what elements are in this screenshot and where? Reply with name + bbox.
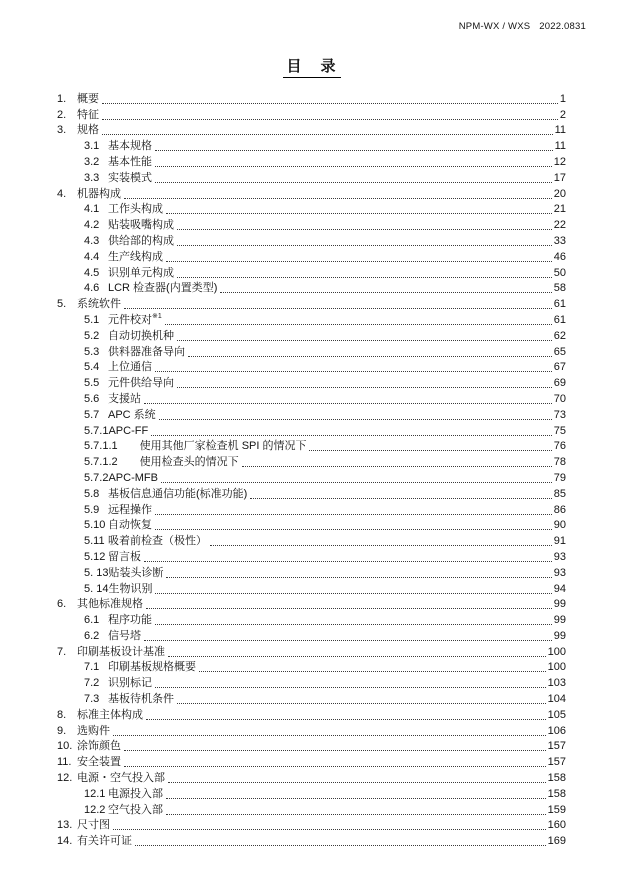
toc-entry[interactable]: [57, 311, 566, 327]
toc-entry[interactable]: [57, 137, 566, 153]
toc-entry-label: [108, 235, 174, 248]
toc-entry-label: [77, 819, 110, 832]
toc-entry-label-text: 生产线构成: [108, 250, 163, 263]
toc-entry-label-text: 规格: [77, 124, 99, 137]
dot-leader: [177, 703, 546, 704]
toc-entry-label-text: 供料器准备导向: [108, 345, 185, 358]
dot-leader: [168, 782, 546, 783]
dot-leader: [135, 845, 546, 846]
toc-entry-page: 94: [553, 582, 566, 595]
toc-entry[interactable]: [57, 722, 566, 738]
dot-leader: [113, 735, 546, 736]
toc-entry-page: 62: [553, 329, 566, 342]
toc-entry-label-text: 印刷基板设计基准: [77, 645, 165, 658]
toc-entry-label: [108, 519, 152, 532]
toc-entry[interactable]: [57, 280, 566, 296]
toc-entry-label: [77, 298, 121, 311]
toc-entry-label: [108, 614, 152, 627]
toc-entry-label-text: 元件供给导向: [108, 377, 174, 390]
toc-entry-label-text: 电源・空气投入部: [77, 772, 165, 785]
toc-entry-page: 157: [547, 740, 566, 753]
dot-leader: [168, 656, 546, 657]
dot-leader: [161, 482, 552, 483]
page-header: [459, 21, 586, 32]
toc-entry-label: [108, 251, 163, 264]
toc-entry-label-text: 空气投入部: [108, 803, 163, 816]
toc-entry-number: 5.12: [84, 550, 106, 563]
toc-entry-page: 103: [547, 677, 566, 690]
toc-entry-label-text: 标准主体构成: [77, 708, 143, 721]
toc-entry-label-text: 特征: [77, 108, 99, 121]
toc-entry-label-text: 贴装吸嘴构成: [108, 219, 174, 232]
toc-entry-page: 50: [553, 266, 566, 279]
toc-entry-number: 2.: [57, 108, 67, 121]
toc-entry[interactable]: [57, 390, 566, 406]
dot-leader: [199, 671, 546, 672]
title-wrap: [0, 55, 640, 78]
toc-entry[interactable]: [57, 501, 566, 517]
toc-list: [57, 90, 566, 848]
toc-entry-label: [108, 156, 152, 169]
toc-entry-number: 12.2: [84, 803, 106, 816]
toc-entry-label: [108, 346, 185, 359]
toc-entry[interactable]: [57, 374, 566, 390]
toc-entry-page: 93: [553, 566, 566, 579]
toc-entry-number: 13.: [57, 819, 73, 832]
toc-entry-label: [108, 140, 152, 153]
dot-leader: [177, 387, 552, 388]
toc-entry-label: [108, 219, 174, 232]
toc-entry-label: [77, 835, 132, 848]
toc-entry-label-text: 使用其他厂家检查机 SPI 的情况下: [139, 440, 307, 453]
toc-entry-label: [108, 788, 163, 801]
toc-entry-number: 4.5: [84, 266, 100, 279]
toc-entry[interactable]: [57, 248, 566, 264]
toc-entry-label-text: 基板待机条件: [108, 693, 174, 706]
toc-entry[interactable]: [57, 106, 566, 122]
toc-entry-page: 73: [553, 408, 566, 421]
toc-entry-page: 99: [553, 598, 566, 611]
dot-leader: [124, 198, 552, 199]
toc-entry-label-text: 工作头构成: [108, 203, 163, 216]
toc-entry[interactable]: [57, 453, 566, 469]
toc-entry-label-text: 上位通信: [108, 361, 152, 374]
dot-leader: [155, 166, 552, 167]
dot-leader: [242, 466, 552, 467]
toc-entry-page: 100: [547, 645, 566, 658]
toc-entry[interactable]: [57, 832, 566, 848]
header-model-text: NPM-WX / WXS: [458, 21, 531, 32]
toc-entry-label: [77, 646, 165, 659]
toc-entry-label: [108, 377, 174, 390]
toc-entry[interactable]: [57, 785, 566, 801]
toc-entry-label: [77, 598, 143, 611]
toc-entry[interactable]: [57, 817, 566, 833]
toc-entry-number: 4.: [57, 187, 67, 200]
toc-entry-page: 61: [553, 313, 566, 326]
toc-entry-label-text: 基本规格: [108, 140, 152, 153]
toc-entry-number: 3.: [57, 124, 67, 137]
toc-entry-number: 5.2: [84, 329, 100, 342]
dot-leader: [166, 577, 551, 578]
toc-entry-page: 93: [553, 550, 566, 563]
footnote-marker: ※1: [152, 312, 162, 320]
dot-leader: [113, 829, 546, 830]
toc-entry-label-text: 使用检查头的情况下: [139, 456, 239, 469]
toc-entry-page: 58: [553, 282, 566, 295]
dot-leader: [146, 719, 546, 720]
dot-leader: [210, 545, 552, 546]
dot-leader: [309, 450, 551, 451]
toc-entry-label-text: 有关许可证: [77, 835, 132, 848]
dot-leader: [177, 229, 552, 230]
toc-entry[interactable]: [57, 580, 566, 596]
toc-entry-label-text: 机器构成: [77, 187, 121, 200]
toc-entry[interactable]: [57, 406, 566, 422]
toc-entry-number: 5.3: [84, 345, 100, 358]
toc-entry-label: [108, 330, 174, 343]
toc-entry-label: [108, 693, 174, 706]
dot-leader: [155, 371, 552, 372]
toc-entry[interactable]: [57, 90, 566, 106]
toc-entry-label-text: 元件校对: [108, 313, 152, 326]
dot-leader: [250, 498, 551, 499]
toc-entry[interactable]: [57, 185, 566, 201]
toc-entry[interactable]: [57, 485, 566, 501]
toc-entry-label-text: 基本性能: [108, 155, 152, 168]
toc-entry-label-text: 电源投入部: [108, 787, 163, 800]
toc-entry-page: 91: [553, 535, 566, 548]
toc-entry-number: 5.1: [84, 313, 100, 326]
toc-entry-page: 160: [547, 819, 566, 832]
toc-entry[interactable]: [57, 659, 566, 675]
toc-entry-label: [140, 440, 307, 453]
toc-entry-label: [108, 804, 163, 817]
toc-entry-number: 5.7.1.2: [84, 456, 118, 469]
toc-entry-number: 6.: [57, 598, 67, 611]
toc-entry-label: [108, 583, 152, 596]
toc-entry-number: 5.8: [84, 487, 100, 500]
toc-entry-label: [77, 725, 110, 738]
dot-leader: [124, 308, 552, 309]
toc-entry[interactable]: [57, 769, 566, 785]
toc-entry-page: 75: [553, 424, 566, 437]
toc-entry-page: 65: [553, 345, 566, 358]
toc-entry-label-text: 尺寸图: [77, 819, 110, 832]
toc-entry-number: 5.7: [84, 408, 100, 421]
dot-leader: [155, 150, 553, 151]
toc-entry-page: 20: [553, 187, 566, 200]
toc-entry-label-text: 基板信息通信功能(标准功能): [108, 487, 248, 500]
toc-entry[interactable]: [57, 295, 566, 311]
toc-entry[interactable]: [57, 359, 566, 375]
dot-leader: [177, 340, 552, 341]
toc-entry-label: [77, 124, 99, 137]
toc-entry-page: 17: [553, 171, 566, 184]
dot-leader: [155, 687, 546, 688]
toc-entry-label-text: 涂饰颜色: [77, 740, 121, 753]
toc-entry[interactable]: [57, 627, 566, 643]
toc-entry-number: 6.2: [84, 629, 100, 642]
toc-entry-label: [108, 677, 152, 690]
toc-entry-label: [108, 393, 141, 406]
toc-entry[interactable]: [57, 327, 566, 343]
toc-entry-number: 10.: [57, 740, 73, 753]
toc-entry-number: 14.: [57, 835, 73, 848]
toc-entry-number: 12.1: [84, 787, 106, 800]
toc-entry-label: [108, 630, 141, 643]
toc-entry-page: 100: [547, 661, 566, 674]
toc-entry-label-text: 程序功能: [108, 614, 152, 627]
toc-entry-label: [108, 203, 163, 216]
toc-entry-number: 3.1: [84, 140, 100, 153]
toc-entry-label: [108, 425, 148, 438]
toc-entry-label: [77, 109, 99, 122]
toc-entry-page: 61: [553, 298, 566, 311]
toc-entry-number: 7.1: [84, 661, 100, 674]
dot-leader: [144, 561, 552, 562]
toc-entry-label: [108, 535, 207, 548]
toc-entry-label-text: 概要: [77, 92, 99, 105]
toc-entry-page: 76: [553, 440, 566, 453]
toc-entry-number: 6.1: [84, 614, 100, 627]
toc-entry-number: 8.: [57, 708, 67, 721]
toc-entry-number: 5.: [57, 298, 67, 311]
toc-entry-label-text: APC 系统: [108, 408, 156, 421]
toc-entry-page: 85: [553, 487, 566, 500]
dot-leader: [166, 798, 546, 799]
toc-entry-page: 86: [553, 503, 566, 516]
toc-entry[interactable]: [57, 469, 566, 485]
toc-entry-number: 5.9: [84, 503, 100, 516]
toc-entry-number: 5.10: [84, 519, 106, 532]
toc-entry-label: [108, 282, 217, 295]
toc-entry-page: 46: [553, 250, 566, 263]
toc-entry-label: [108, 504, 152, 517]
toc-entry-label: [108, 567, 163, 580]
toc-entry-number: 1.: [57, 92, 67, 105]
toc-entry[interactable]: [57, 201, 566, 217]
toc-entry-number: 7.2: [84, 677, 100, 690]
toc-entry-page: 159: [547, 803, 566, 816]
toc-entry[interactable]: [57, 169, 566, 185]
toc-entry-label-text: 其他标准规格: [77, 598, 143, 611]
toc-entry-page: 1: [559, 92, 566, 105]
toc-entry-number: 4.2: [84, 219, 100, 232]
dot-leader: [155, 529, 552, 530]
toc-entry-number: 4.3: [84, 234, 100, 247]
toc-entry[interactable]: [57, 801, 566, 817]
toc-entry[interactable]: [57, 738, 566, 754]
toc-entry[interactable]: [57, 596, 566, 612]
toc-entry-number: 5.7.1: [84, 424, 109, 437]
toc-entry-page: 157: [547, 756, 566, 769]
dot-leader: [144, 640, 552, 641]
header-date-text: 2022.0831: [539, 21, 586, 32]
toc-entry-page: 158: [547, 787, 566, 800]
toc-entry-label: [77, 756, 121, 769]
toc-entry-page: 99: [553, 614, 566, 627]
toc-entry-label-text: 系统软件: [77, 298, 121, 311]
dot-leader: [220, 292, 551, 293]
toc-entry[interactable]: [57, 753, 566, 769]
dot-leader: [155, 624, 552, 625]
toc-entry-page: 105: [547, 708, 566, 721]
toc-entry-label-text: 选购件: [77, 724, 110, 737]
toc-entry-label: [77, 740, 121, 753]
toc-entry-page: 90: [553, 519, 566, 532]
toc-entry-number: 4.4: [84, 250, 100, 263]
dot-leader: [165, 324, 552, 325]
toc-entry-page: 67: [553, 361, 566, 374]
toc-entry-page: 70: [553, 392, 566, 405]
toc-entry-label-text: 自动恢复: [108, 519, 152, 532]
toc-entry-label-text: 识别单元构成: [108, 266, 174, 279]
toc-entry-number: 12.: [57, 772, 73, 785]
toc-entry-page: 104: [547, 693, 566, 706]
dot-leader: [159, 419, 552, 420]
toc-entry[interactable]: [57, 438, 566, 454]
toc-entry-number: 5.11: [84, 535, 105, 548]
toc-entry-label-text: 自动切换机种: [108, 329, 174, 342]
toc-entry-label: [140, 456, 239, 469]
toc-entry-page: 21: [553, 203, 566, 216]
toc-entry-number: 4.1: [84, 203, 100, 216]
toc-entry[interactable]: [57, 264, 566, 280]
toc-entry-label-text: 安全装置: [77, 756, 121, 769]
toc-entry-page: 11: [554, 124, 566, 137]
toc-entry-label: [77, 772, 165, 785]
dot-leader: [166, 213, 552, 214]
toc-entry-page: 106: [547, 724, 566, 737]
toc-entry-page: 99: [553, 629, 566, 642]
toc-entry-label: [108, 409, 156, 422]
toc-entry[interactable]: [57, 690, 566, 706]
dot-leader: [155, 593, 551, 594]
toc-entry-label: [108, 172, 152, 185]
toc-entry-label: [108, 361, 152, 374]
toc-entry[interactable]: [57, 674, 566, 690]
toc-entry-page: 11: [554, 140, 566, 153]
toc-entry[interactable]: [57, 706, 566, 722]
toc-entry-page: 79: [553, 471, 566, 484]
dot-leader: [146, 608, 552, 609]
toc-entry-number: 5.7.2: [84, 471, 109, 484]
dot-leader: [188, 356, 552, 357]
toc-entry-page: 12: [553, 155, 566, 168]
toc-entry[interactable]: [57, 517, 566, 533]
dot-leader: [166, 261, 552, 262]
toc-entry-label: [108, 314, 162, 327]
toc-entry-label-text: APC-MFB: [108, 471, 158, 484]
toc-entry[interactable]: [57, 643, 566, 659]
dot-leader: [102, 103, 558, 104]
toc-entry-number: 4.6: [84, 282, 100, 295]
toc-entry-page: 2: [559, 108, 566, 121]
toc-entry-label: [108, 472, 158, 485]
toc-entry-number: 3.3: [84, 171, 100, 184]
toc-entry[interactable]: [57, 122, 566, 138]
toc-entry-number: 5.4: [84, 361, 100, 374]
toc-entry-label: [108, 551, 141, 564]
toc-entry[interactable]: [57, 564, 566, 580]
toc-entry-number: 5.7.1.1: [84, 440, 118, 453]
toc-entry-label-text: 生物识别: [108, 582, 153, 595]
toc-entry-label-text: 远程操作: [108, 503, 152, 516]
dot-leader: [155, 514, 552, 515]
dot-leader: [151, 435, 552, 436]
toc-entry-label: [77, 188, 121, 201]
toc-entry-number: 5. 13: [84, 566, 109, 579]
toc-entry-label: [108, 267, 174, 280]
dot-leader: [144, 403, 552, 404]
toc-entry-label: [77, 93, 99, 106]
toc-entry-label: [108, 488, 247, 501]
toc-entry-label-text: 印刷基板规格概要: [108, 661, 196, 674]
toc-entry[interactable]: [57, 216, 566, 232]
toc-entry-number: 5.6: [84, 392, 100, 405]
dot-leader: [124, 750, 546, 751]
toc-entry-page: 158: [547, 772, 566, 785]
toc-entry-number: 3.2: [84, 155, 100, 168]
toc-entry-page: 169: [547, 835, 566, 848]
toc-entry-number: 7.3: [84, 693, 100, 706]
dot-leader: [102, 134, 553, 135]
toc-entry-label: [77, 709, 143, 722]
toc-entry-number: 5.5: [84, 377, 100, 390]
dot-leader: [102, 119, 558, 120]
toc-entry-label: [108, 661, 196, 674]
toc-entry-label-text: 供给部的构成: [108, 234, 174, 247]
toc-entry-label-text: 支援站: [108, 392, 141, 405]
toc-entry-label-text: 信号塔: [108, 629, 141, 642]
toc-entry-page: 33: [553, 234, 566, 247]
toc-entry-label-text: APC-FF: [108, 424, 149, 437]
dot-leader: [177, 277, 552, 278]
toc-entry-page: 78: [553, 456, 566, 469]
toc-entry[interactable]: [57, 548, 566, 564]
dot-leader: [155, 182, 552, 183]
toc-entry[interactable]: [57, 422, 566, 438]
dot-leader: [177, 245, 552, 246]
toc-entry-label-text: LCR 检查器(内置类型): [108, 282, 218, 295]
toc-entry-page: 22: [553, 219, 566, 232]
page-title: 目 录: [283, 55, 340, 78]
toc-entry-label-text: 实装模式: [108, 171, 152, 184]
toc-entry-label-text: 识别标记: [108, 677, 152, 690]
toc-entry-number: 9.: [57, 724, 67, 737]
toc-entry[interactable]: [57, 153, 566, 169]
dot-leader: [124, 766, 546, 767]
toc-entry-page: 69: [553, 377, 566, 390]
toc-entry-number: 5. 14: [84, 582, 109, 595]
toc-entry[interactable]: [57, 232, 566, 248]
toc-entry-number: 7.: [57, 645, 67, 658]
toc-entry[interactable]: [57, 343, 566, 359]
toc-entry-label-text: 贴装头诊断: [108, 566, 164, 579]
toc-entry-label-text: 吸着前检查（极性）: [108, 535, 207, 548]
toc-entry-label-text: 留言板: [108, 550, 141, 563]
toc-entry-number: 11.: [57, 756, 72, 769]
dot-leader: [166, 814, 546, 815]
toc-entry[interactable]: [57, 532, 566, 548]
toc-entry[interactable]: [57, 611, 566, 627]
